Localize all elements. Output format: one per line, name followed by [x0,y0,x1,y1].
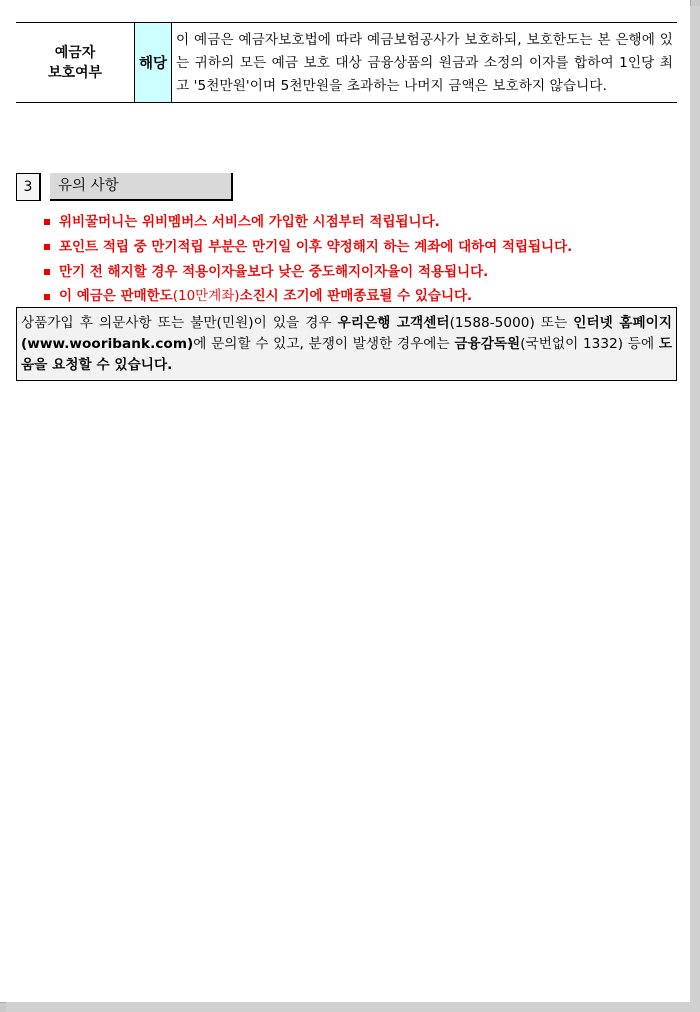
info-text-1: 상품가입 후 의문사항 또는 불만(민원)이 있을 경우 [21,315,338,331]
square-bullet-icon [44,244,50,250]
page-shadow-bottom [6,1002,700,1012]
list-item [44,260,572,285]
info-bold-2: 인터넷 홈페이지(www.wooribank.com) [21,315,673,352]
info-bold-3: 금융감독원 [454,336,521,352]
info-bold-4: 도움을 요청할 수 있습니다. [21,336,672,373]
note-text: 포인트 적립 중 만기적립 부분은 만기일 이후 약정해지 하는 계좌에 대하여 적립됩니다. [59,238,573,255]
note-text-part2: (10만계좌) [172,288,240,305]
protection-label-line2: 보호여부 [47,64,103,81]
protection-status-tag: 해당 [135,23,172,103]
info-text-4: (국번없이 1332) 등에 [520,336,659,352]
info-text-2: (1588-5000) 또는 [449,315,574,331]
note-text-part3: 소진시 조기에 판매종료될 수 있습니다. [239,288,473,305]
square-bullet-icon [44,269,50,275]
note-text-part1: 이 예금은 판매한도 [59,288,173,305]
customer-service-box [16,307,677,381]
depositor-protection-table [16,22,677,103]
protection-description: 이 예금은 예금자보호법에 따라 예금보험공사가 보호하되, 보호한도는 본 은행에 있는 귀하의 모든 예금 보호 대상 금융상품의 원금과 소정의 이자를 합하여 1인당 최고 '5천만원'이며 5천만원을 초과하는 나머지 금액은 보호하지 않습니다. [172,23,678,103]
notes-list [44,210,572,309]
info-text-3: 에 문의할 수 있고, 분쟁이 발생한 경우에는 [193,336,455,352]
list-item [44,235,572,260]
section-header [16,173,233,201]
note-text: 위비꿀머니는 위비멤버스 서비스에 가입한 시점부터 적립됩니다. [59,214,440,230]
info-bold-1: 우리은행 고객센터 [337,315,450,331]
square-bullet-icon [44,294,50,300]
list-item [44,284,572,309]
list-item [44,210,572,235]
section-title: 유의 사항 [50,173,233,201]
note-text: 만기 전 해지할 경우 적용이자율보다 낮은 중도해지이자율이 적용됩니다. [59,263,489,280]
page-shadow-right [690,6,700,1012]
square-bullet-icon [44,219,50,225]
protection-label-cell [16,23,135,103]
section-number: 3 [16,173,41,201]
protection-label-line1: 예금자 [54,44,96,61]
